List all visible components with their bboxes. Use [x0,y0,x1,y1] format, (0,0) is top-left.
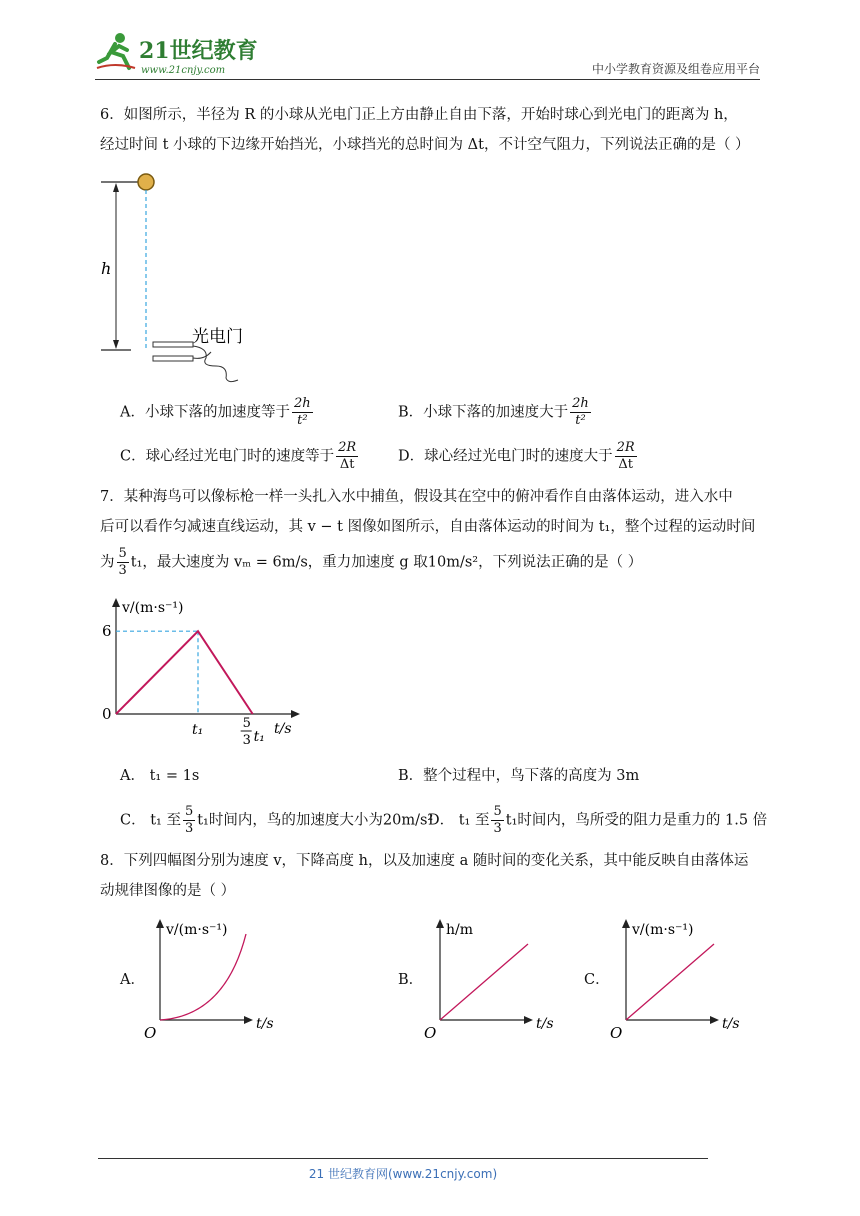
q7-line3: 为 $\frac{5}{3}$ t₁，最大速度为 vₘ = 6m/s，重力加速度 g 取10m/s²，下列说法正确的是（ ） [100,546,643,578]
x-arrow [524,1016,533,1024]
q6-figure [96,170,266,390]
y-arrow [622,919,630,928]
q7-vt-chart [96,592,316,757]
q8-option-a-label[interactable]: A． [120,972,145,988]
graph-ylabel: v/(m·s⁻¹) [166,922,228,938]
q7-stem [100,482,765,579]
graph-origin: O [610,1024,623,1042]
graph-ylabel: h/m [446,922,474,938]
q6-line2: 经过时间 t 小球的下边缘开始挡光，小球挡光的总时间为 Δt，不计空气阻力，下列说法正确的是（ ） [100,137,750,153]
q8-line2: 动规律图像的是（ ） [100,883,236,899]
gate-label: 光电门 [192,327,243,347]
header-rule [95,79,760,80]
y-tick-6: 6 [102,622,112,641]
q7-line1: 7．某种海鸟可以像标枪一样一头扎入水中捕鱼，假设其在空中的俯冲看作自由落体运动，进入水中 [100,489,733,505]
q8-graph-b [420,912,570,1042]
x-tick-53t1-t: t₁ [253,729,265,745]
graph-xlabel: t/s [256,1016,274,1032]
q6-option-d[interactable]: D．球心经过光电门时的速度大于 $\frac{2R}{\Delta t}$ [398,440,635,472]
footer-text: 21 世纪教育网(www.21cnjy.com) [308,1167,498,1181]
q6-stem [100,100,765,160]
q6-option-b[interactable]: B．小球下落的加速度大于 $\frac{2h}{\text{t²}}$ [398,396,589,428]
q7-option-a[interactable]: A． t₁ = 1s [120,768,200,784]
graph-line [626,944,714,1020]
q7-option-b[interactable]: B．整个过程中，鸟下落的高度为 3m [398,768,640,784]
x-arrow [710,1016,719,1024]
q6-option-a[interactable]: A．小球下落的加速度等于 $\frac{2h}{\text{t²}}$ [120,396,311,428]
q7-xlabel: t/s [274,721,292,737]
graph-xlabel: t/s [536,1016,554,1032]
q8-option-c-label[interactable]: C． [584,972,610,988]
q8-graph-c [606,912,756,1042]
q6-line1: 6．如图所示，半径为 R 的小球从光电门正上方由静止自由下落，开始时球心到光电门的距离为 h， [100,107,738,123]
q7-ylabel: v/(m·s⁻¹) [122,600,184,616]
gate-bar-bottom [153,356,193,361]
graph-origin: O [144,1024,157,1042]
x-tick-53t1-num: 5 [242,716,251,731]
y-arrow [156,919,164,928]
logo-main-text: 21世纪教育 [139,38,258,64]
x-tick-t1: t₁ [192,722,204,738]
graph-line [440,944,528,1020]
ball-icon [138,174,154,190]
x-tick-53t1-den: 3 [242,733,251,748]
gate-bar-top [153,342,193,347]
logo-sub-text: www.21cnjy.com [141,65,226,76]
runner-icon [97,33,135,68]
q7-option-d[interactable]: D． t₁ 至 $\frac{5}{3}$ t₁时间内，鸟所受的阻力是重力的 1.5 倍 [428,804,768,836]
q8-option-b-label[interactable]: B． [398,972,424,988]
q8-line1: 8．下列四幅图分别为速度 v，下降高度 h，以及加速度 a 随时间的变化关系，其中能反映自由落体运 [100,853,749,869]
footer-rule [98,1158,708,1159]
vt-series-line [116,631,253,714]
q7-line2: 后可以看作匀减速直线运动，其 v − t 图像如图所示，自由落体运动的时间为 t₁，整个过程的运动时间 [100,519,756,535]
graph-curve [160,934,246,1020]
graph-ylabel: v/(m·s⁻¹) [632,922,694,938]
x-arrow [244,1016,253,1024]
site-logo [95,28,265,78]
q6-option-c[interactable]: C．球心经过光电门时的速度等于 $\frac{2R}{\Delta t}$ [120,440,357,472]
q8-graph-a [140,912,290,1042]
q7-option-c[interactable]: C． t₁ 至 $\frac{5}{3}$ t₁时间内，鸟的加速度大小为20m/s² [120,804,434,836]
q8-stem [100,846,765,906]
platform-name: 中小学教育资源及组卷应用平台 [591,62,760,76]
h-label: h [101,259,112,278]
graph-origin: O [424,1024,437,1042]
graph-xlabel: t/s [722,1016,740,1032]
y-arrow [436,919,444,928]
y-tick-0: 0 [102,705,112,723]
